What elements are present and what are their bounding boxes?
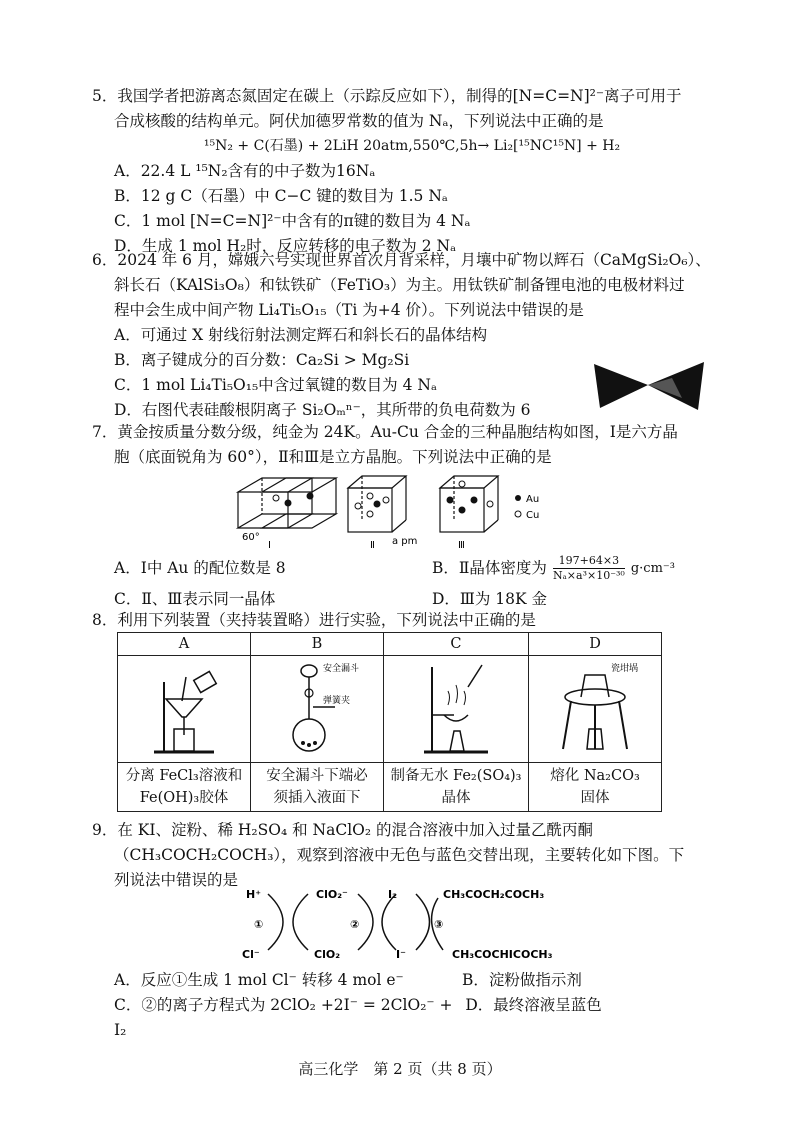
q5-option-b: B．12 g C（石墨）中 C−C 键的数目为 1.5 Nₐ xyxy=(114,187,448,205)
q6-stem-line1: 6．2024 年 6 月，嫦娥六号实现世界首次月背采样，月壤中矿物以辉石（CaMgSi₂O₆）、 xyxy=(92,251,711,269)
table-header-c: C xyxy=(383,633,528,656)
apparatus-a-caption xyxy=(118,763,251,812)
diagram-cl-minus: Cl⁻ xyxy=(242,948,260,961)
q6-option-c: C．1 mol Li₄Ti₅O₁₅中含过氧键的数目为 4 Nₐ xyxy=(114,376,437,394)
label-spring-clamp: 弹簧夹 xyxy=(322,696,350,706)
q7-option-a: A．Ⅰ中 Au 的配位数是 8 xyxy=(114,559,286,577)
legend-au: Au xyxy=(526,494,540,505)
label-safety-funnel: 安全漏斗 xyxy=(322,664,359,674)
q9-stem-line2: （CH₃COCH₂COCH₃），观察到溶液中无色与蓝色交替出现，主要转化如下图。下 xyxy=(114,846,685,864)
cell-2-atoms xyxy=(355,493,389,517)
apparatus-a-image xyxy=(118,656,251,763)
q7-options xyxy=(92,554,732,612)
q6-option-b: B．离子键成分的百分数：Ca₂Si > Mg₂Si xyxy=(114,351,410,369)
evaporation-apparatus-icon xyxy=(396,657,516,757)
q9-options xyxy=(92,968,732,1043)
q9-stem-line3: 列说法中错误的是 xyxy=(114,871,239,889)
caption-a-line2: Fe(OH)₃胶体 xyxy=(139,790,229,806)
question-5 xyxy=(92,84,732,259)
apparatus-d-caption xyxy=(529,763,662,812)
legend-cu: Cu xyxy=(526,510,540,521)
caption-a-line1: 分离 FeCl₃溶液和 xyxy=(125,768,243,784)
caption-d-line1: 熔化 Na₂CO₃ xyxy=(550,768,640,784)
q6-option-d: D．右图代表硅酸根阴离子 Si₂Oₘⁿ⁻，其所带的负电荷数为 6 xyxy=(114,401,531,419)
diagram-h-plus: H⁺ xyxy=(246,888,262,901)
silicate-tetrahedra-figure xyxy=(592,358,707,413)
diagram-product: CH₃COCHICOCH₃ xyxy=(452,948,553,961)
crystal-cells-figure xyxy=(228,470,578,550)
q9-option-c: C．②的离子方程式为 2ClO₂ +2I⁻ = 2ClO₂⁻ + I₂ xyxy=(114,996,453,1039)
q8-stem: 8．利用下列装置（夹持装置略）进行实验，下列说法中正确的是 xyxy=(92,611,536,629)
caption-c-line2: 晶体 xyxy=(441,790,471,806)
q7-option-b xyxy=(432,554,732,583)
diagram-r2: ② xyxy=(350,918,360,931)
table-header-d: D xyxy=(529,633,662,656)
q7-option-c: C．Ⅱ、Ⅲ表示同一晶体 xyxy=(114,590,276,608)
question-8 xyxy=(92,608,732,633)
q7-option-b-unit: g·cm⁻³ xyxy=(630,561,675,576)
label-crucible: 瓷坩埚 xyxy=(611,664,639,674)
cell-2-apm: a pm xyxy=(392,536,418,547)
q6-stem-line2: 斜长石（KAlSi₃O₈）和钛铁矿（FeTiO₃）为主。用钛铁矿制备锂电池的电极材料过 xyxy=(114,276,685,294)
diagram-acac: CH₃COCH₂COCH₃ xyxy=(443,888,545,901)
q5-option-a: A．22.4 L ¹⁵N₂含有的中子数为16Nₐ xyxy=(114,162,376,180)
caption-d-line2: 固体 xyxy=(580,790,610,806)
q7-stem-line2: 胞（底面锐角为 60°），Ⅱ和Ⅲ是立方晶胞。下列说法中正确的是 xyxy=(114,448,552,466)
q9-option-b: B．淀粉做指示剂 xyxy=(462,971,582,989)
conversion-diagram xyxy=(238,884,598,964)
q5-option-c: C．1 mol [N=C=N]²⁻中含有的π键的数目为 4 Nₐ xyxy=(114,212,471,230)
cell-1-angle: 60° xyxy=(242,532,260,543)
q7-option-d: D．Ⅲ为 18K 金 xyxy=(432,590,548,608)
apparatus-d-image xyxy=(529,656,662,763)
caption-c-line1: 制备无水 Fe₂(SO₄)₃ xyxy=(390,768,522,784)
diagram-clo2: ClO₂ xyxy=(314,948,341,961)
q7-option-b-numerator: 197+64×3 xyxy=(558,554,620,567)
q7-option-b-fraction xyxy=(553,554,625,583)
apparatus-b-image xyxy=(250,656,383,763)
q5-stem-line1: 5．我国学者把游离态氮固定在碳上（示踪反应如下），制得的[N=C=N]²⁻离子可用于 xyxy=(92,87,682,105)
q6-option-a: A．可通过 X 射线衍射法测定辉石和斜长石的晶体结构 xyxy=(114,326,488,344)
q7-option-b-prefix: B．Ⅱ晶体密度为 xyxy=(432,559,547,577)
crucible-tripod-icon xyxy=(535,657,655,757)
cell-1-atoms xyxy=(273,493,314,507)
q7-stem-line1: 7．黄金按质量分数分级，纯金为 24K。Au-Cu 合金的三种晶胞结构如图，Ⅰ是六方晶 xyxy=(92,423,678,441)
cell-1-label: Ⅰ xyxy=(268,540,271,550)
filtration-apparatus-icon xyxy=(124,657,244,757)
apparatus-c-image xyxy=(383,656,528,763)
q5-equation: ¹⁵N₂ + C(石墨) + 2LiH 20atm,550℃,5h→ Li₂[¹⁵NC¹⁵N] + H₂ xyxy=(203,138,621,154)
table-header-b: B xyxy=(250,633,383,656)
q5-option-d: D．生成 1 mol H₂时，反应转移的电子数为 2 Nₐ xyxy=(114,237,457,255)
apparatus-c-caption xyxy=(383,763,528,812)
diagram-i2: I₂ xyxy=(388,888,397,901)
caption-b-line1: 安全漏斗下端必 xyxy=(266,768,368,784)
q9-option-d: D．最终溶液呈蓝色 xyxy=(465,996,602,1014)
diagram-clo2-minus-top: ClO₂⁻ xyxy=(316,888,348,901)
q7-option-b-denominator: Nₐ×a³×10⁻³⁰ xyxy=(552,569,625,582)
q9-stem-line1: 9．在 KI、淀粉、稀 H₂SO₄ 和 NaClO₂ 的混合溶液中加入过量乙酰丙酮 xyxy=(92,821,594,839)
diagram-r1: ① xyxy=(254,918,264,931)
caption-b-line2: 须插入液面下 xyxy=(273,790,361,806)
safety-funnel-flask-icon xyxy=(257,657,377,757)
page-footer: 高三化学 第 2 页（共 8 页） xyxy=(298,1060,502,1078)
q9-option-a: A．反应①生成 1 mol Cl⁻ 转移 4 mol e⁻ xyxy=(114,971,404,989)
table-header-a: A xyxy=(118,633,251,656)
cell-2-label: Ⅱ xyxy=(370,540,375,550)
apparatus-b-caption xyxy=(250,763,383,812)
apparatus-table xyxy=(117,632,662,812)
diagram-i-minus: I⁻ xyxy=(396,948,406,961)
cell-3-label: Ⅲ xyxy=(458,540,465,550)
q5-stem-line2: 合成核酸的结构单元。阿伏加德罗常数的值为 Nₐ，下列说法中正确的是 xyxy=(114,112,604,130)
diagram-r3: ③ xyxy=(434,918,444,931)
q6-stem-line3: 程中会生成中间产物 Li₄Ti₅O₁₅（Ti 为+4 价）。下列说法中错误的是 xyxy=(114,301,584,319)
question-7 xyxy=(92,420,732,470)
question-9 xyxy=(92,818,732,893)
